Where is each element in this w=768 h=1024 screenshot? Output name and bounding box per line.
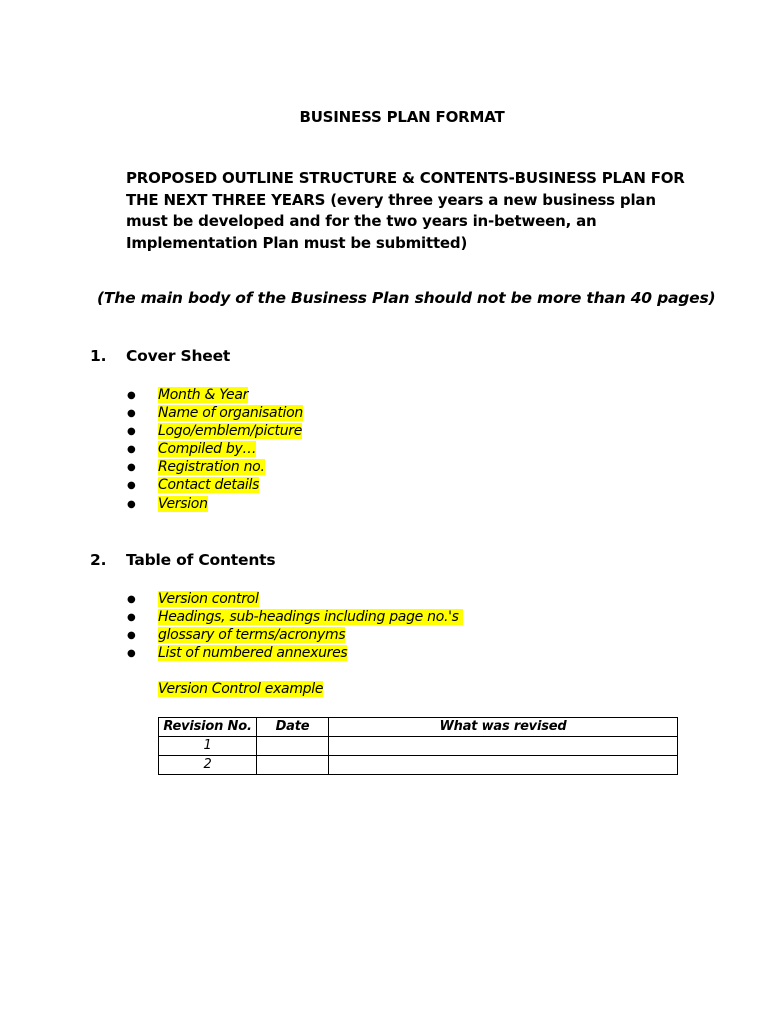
list-item bbox=[127, 476, 303, 494]
section-heading-table-of-contents bbox=[90, 551, 275, 569]
table-header-row bbox=[159, 718, 678, 737]
list-item bbox=[127, 590, 463, 608]
bullet-icon: ● bbox=[127, 480, 136, 492]
bullet-icon: ● bbox=[127, 630, 136, 642]
bullet-icon: ● bbox=[127, 612, 136, 624]
bullet-icon: ● bbox=[127, 498, 136, 510]
table-row bbox=[159, 737, 678, 756]
date-cell bbox=[257, 737, 329, 756]
list-item bbox=[127, 404, 303, 422]
list-item-text: Version bbox=[158, 495, 208, 512]
revision-description-cell bbox=[329, 756, 678, 775]
list-item-text: List of numbered annexures bbox=[158, 645, 348, 662]
bullet-icon: ● bbox=[127, 594, 136, 605]
version-control-example-label bbox=[158, 680, 323, 698]
list-item-text: Contact details bbox=[158, 477, 260, 494]
bullet-icon: ● bbox=[127, 462, 136, 474]
table-of-contents-list bbox=[127, 590, 463, 662]
version-control-table bbox=[158, 717, 678, 775]
list-item bbox=[127, 386, 303, 404]
section-heading-cover-sheet bbox=[90, 347, 230, 365]
list-item-text: Month & Year bbox=[158, 387, 249, 403]
revision-cell: 2 bbox=[159, 756, 257, 775]
header-revision-no: Revision No. bbox=[159, 718, 257, 737]
list-item bbox=[127, 422, 303, 440]
bullet-icon: ● bbox=[127, 390, 136, 401]
date-cell bbox=[257, 756, 329, 775]
table-row bbox=[159, 756, 678, 775]
revision-description-cell bbox=[329, 737, 678, 756]
bullet-icon: ● bbox=[127, 648, 136, 660]
example-label-text: Version Control example bbox=[158, 681, 324, 697]
list-item bbox=[127, 626, 463, 644]
bullet-icon: ● bbox=[127, 408, 136, 420]
section-number: 1. bbox=[90, 347, 107, 365]
list-item-text: Compiled by… bbox=[158, 441, 257, 458]
list-item bbox=[127, 644, 463, 662]
list-item-text: Name of organisation bbox=[158, 405, 303, 422]
page-title: BUSINESS PLAN FORMAT bbox=[299, 108, 505, 126]
bullet-icon: ● bbox=[127, 444, 136, 456]
list-item-text: Version control bbox=[158, 591, 259, 607]
page-limit-note: (The main body of the Business Plan should not be more than 40 pages) bbox=[97, 289, 716, 307]
section-title: Table of Contents bbox=[126, 551, 276, 569]
cover-sheet-list bbox=[127, 386, 303, 513]
revision-cell: 1 bbox=[159, 737, 257, 756]
list-item-text: Registration no. bbox=[158, 459, 265, 476]
list-item bbox=[127, 458, 303, 476]
section-number: 2. bbox=[90, 551, 107, 569]
section-title: Cover Sheet bbox=[126, 347, 231, 365]
list-item-text: Headings, sub-headings including page no.'s bbox=[158, 609, 463, 626]
bullet-icon: ● bbox=[127, 426, 136, 438]
intro-heading: PROPOSED OUTLINE STRUCTURE & CONTENTS-BUSINESS PLAN FOR THE NEXT THREE YEARS (every three years a new business plan must be developed and for the two years in-between, an Implementation Plan must be submitted) bbox=[126, 169, 685, 252]
header-what-was-revised: What was revised bbox=[329, 718, 678, 737]
list-item-text: glossary of terms/acronyms bbox=[158, 627, 346, 644]
list-item bbox=[127, 440, 303, 458]
list-item bbox=[127, 608, 463, 626]
list-item bbox=[127, 495, 303, 513]
header-date: Date bbox=[257, 718, 329, 737]
list-item-text: Logo/emblem/picture bbox=[158, 423, 303, 440]
